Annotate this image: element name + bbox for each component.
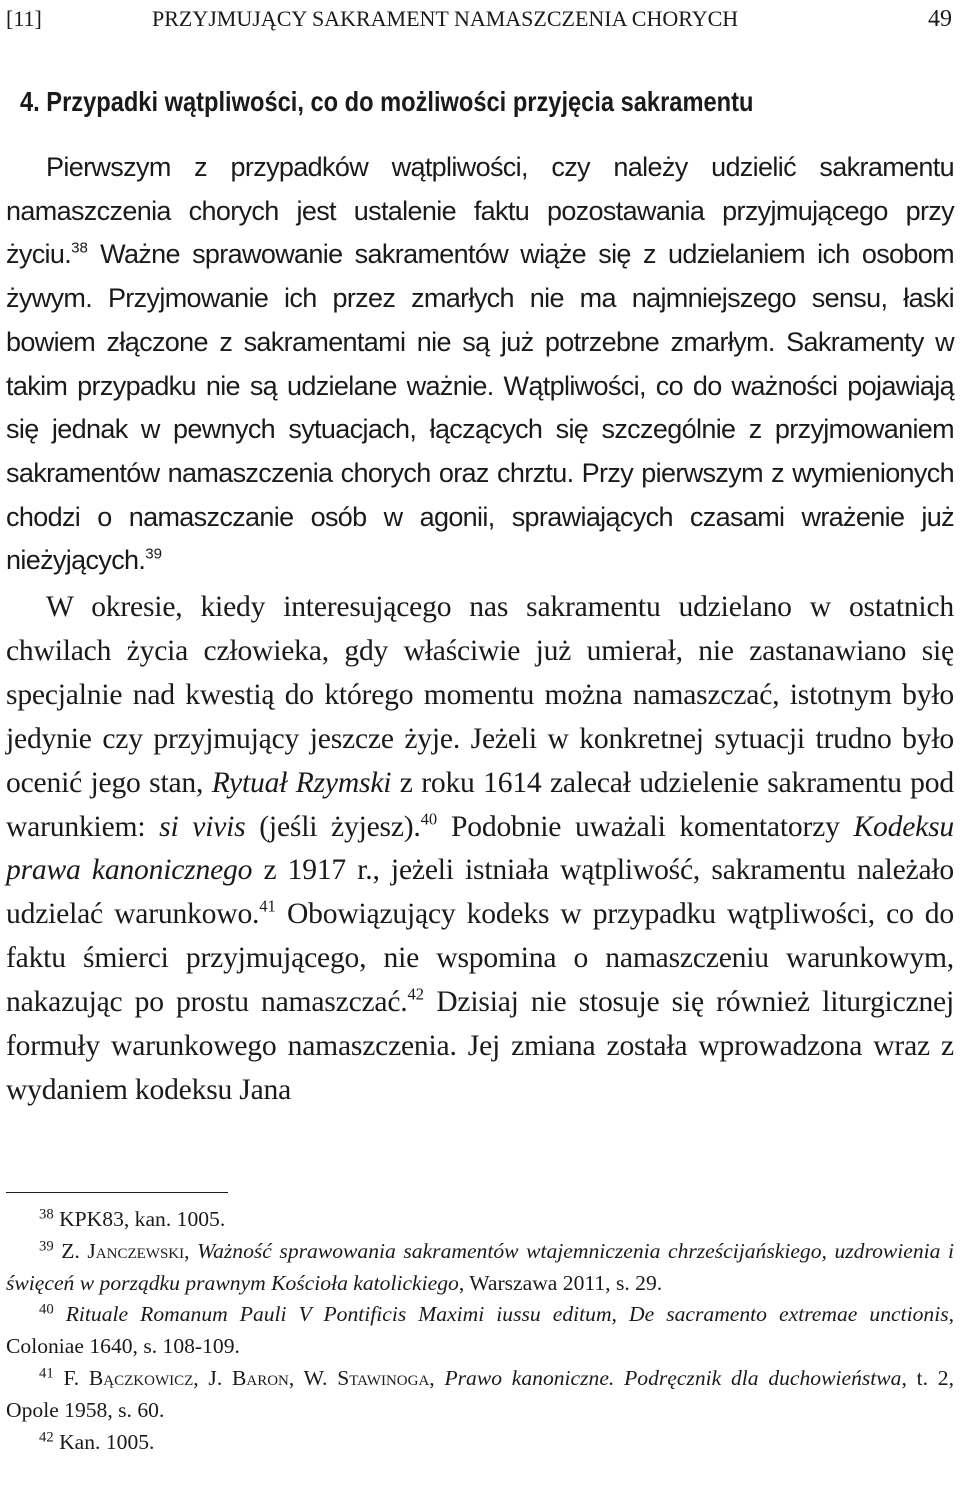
paragraph-1-text-c: Wątpliwości, co do ważności pojawiają się jednak w pewnych sytuacjach, łączących się szczególnie z przyjmowaniem sakramentów namaszczenia chorych oraz chrztu. Przy pierwszym z wymienionych chodzi o namaszczanie osób w agonii, sprawiających czasami wrażenie już nieżyjących. — [6, 370, 954, 576]
footnote-number: 38 — [39, 1206, 54, 1223]
footnotes — [6, 1204, 954, 1458]
chapter-marker: [11] — [6, 6, 42, 31]
footnote-title: Rituale Romanum Pauli V Pontificis Maximi iussu editum, De sacramento extremae unctionis, — [65, 1302, 954, 1327]
footnote-ref-40[interactable]: 40 — [420, 809, 438, 829]
footnote-ref-39[interactable]: 39 — [145, 546, 163, 564]
paragraph-1-text-a: Pierwszym z przypadków wątpliwości, czy należy udzielić sakramentu namaszczenia chorych jest ustalenie faktu pozostawania przyjmującego przy życiu. — [6, 152, 954, 270]
paragraph-2-text-b: z roku 1614 zalecał udzielenie sakramentu pod warunkiem: — [6, 766, 954, 843]
footnote-text: Coloniae 1640, s. 108-109. — [6, 1334, 240, 1359]
footnote-number: 42 — [39, 1429, 54, 1446]
paragraph-1-text-b: Ważne sprawowanie sakramentów wiąże się z udzielaniem ich osobom żywym. Przyjmowanie ich przez zmarłych nie ma najmniejszego sensu, łaski bowiem złączone z sakramentami nie są już potrzebne zmarłym. Sakramenty w takim przypadku nie są udzielane ważnie. — [6, 239, 954, 401]
paragraph-2 — [6, 586, 954, 1113]
footnote-text: KPK83, kan. 1005. — [59, 1207, 226, 1231]
paragraph-2-text-d: Podobnie uważali komentatorzy — [437, 810, 854, 843]
paragraph-2-text-g: Dzisiaj nie stosuje się również liturgicznej formuły warunkowego namaszczenia. Jej zmiana została wprowadzona wraz z wydaniem kodeksu Jana — [6, 986, 954, 1106]
footnote-title: Prawo kanoniczne. Podręcznik dla duchowieństwa — [444, 1365, 902, 1390]
section-heading: 4. Przypadki wątpliwości, co do możliwości przyjęcia sakramentu — [20, 86, 754, 117]
footnote-ref-41[interactable]: 41 — [259, 897, 276, 917]
footnote-38 — [6, 1204, 954, 1236]
paragraph-2-text-e: z 1917 r., jeżeli istniała wątpliwość, sakramentu należało udzielać warunkowo. — [6, 854, 955, 931]
paragraph-1 — [6, 146, 954, 583]
page-number: 49 — [928, 6, 952, 32]
footnote-text: , Warszawa 2011, s. 29. — [458, 1270, 663, 1295]
footnote-separator — [6, 1192, 228, 1193]
footnote-number: 39 — [39, 1238, 54, 1255]
footnote-author: F. Bączkowicz, J. Baron, W. Stawinoga — [63, 1365, 430, 1390]
footnote-number: 41 — [39, 1365, 54, 1382]
footnote-text: Kan. 1005. — [59, 1429, 155, 1454]
footnote-author: Z. Janczewski — [61, 1238, 185, 1263]
cited-title-codex: Kodeksu prawa kanonicznego — [6, 810, 954, 887]
footnote-40 — [6, 1299, 954, 1363]
footnote-ref-42[interactable]: 42 — [407, 984, 425, 1004]
footnote-text: , t. 2, Opole 1958, s. 60. — [6, 1365, 954, 1422]
cited-title-rituale: Rytuał Rzymski — [211, 766, 392, 799]
footnote-number: 40 — [39, 1302, 54, 1319]
book-page — [6, 0, 954, 1505]
paragraph-2-text-f: Obowiązujący kodeks w przypadku wątpliwości, co do faktu śmierci przyjmującego, nie wspomina o namaszczeniu warunkowym, nakazując po prostu namaszczać. — [6, 898, 955, 1019]
running-head — [6, 2, 954, 36]
footnote-title: Ważność sprawowania sakramentów wtajemniczenia chrześcijańskiego, uzdrowienia i święceń w porządku prawnym Kościoła katolickiego — [6, 1238, 954, 1295]
footnote-41: $^{41}$ F. Bączkowicz, J. Baron, W. Stawinoga, Prawo kanoniczne. Podręcznik dla duchowieństwa, t. 2, Opole 1958, s. 60. — [6, 1365, 954, 1422]
paragraph-2-text-c: (jeśli żyjesz). — [245, 810, 421, 843]
paragraph-2-text-a: W okresie, kiedy interesującego nas sakramentu udzielano w ostatnich chwilach życia człowieka, gdy właściwie już umierał, nie zastanawiano się specjalnie nad kwestią do którego momentu można namaszczać, istotnym było jedynie czy przyjmujący jeszcze żyje. Jeżeli w konkretnej sytuacji trudno było ocenić jego stan, — [6, 591, 954, 799]
footnote-42 — [6, 1427, 954, 1459]
footnote-39: $^{39}$ Z. Janczewski, Ważność sprawowania sakramentów wtajemniczenia chrześcijańskiego, uzdrowienia i święceń w porządku prawnym Kościoła katolickiego, Warszawa 2011, s. 29. — [6, 1238, 954, 1295]
latin-phrase: si vivis — [159, 810, 246, 843]
footnote-ref-38[interactable]: 38 — [71, 240, 88, 258]
running-title: PRZYJMUJĄCY SAKRAMENT NAMASZCZENIA CHORYCH — [152, 6, 739, 31]
